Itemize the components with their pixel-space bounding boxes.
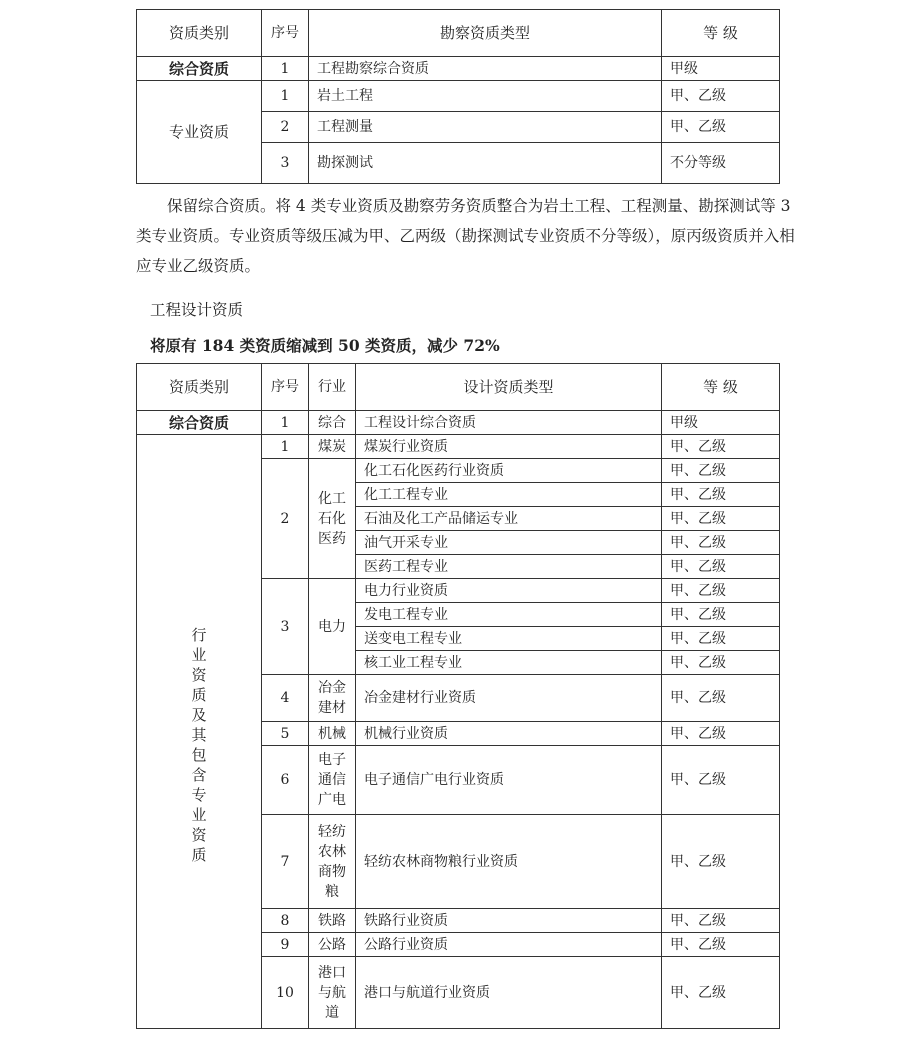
header-type: 设计资质类型 (356, 364, 662, 411)
grade-cell: 甲、乙级 (662, 459, 780, 483)
paragraph-text: 保留综合资质。将 4 类专业资质及勘察劳务资质整合为岩土工程、工程测量、勘探测试等 3 类专业资质。专业资质等级压减为甲、乙两级（勘探测试专业资质不分等级），原丙级资质并入相应专业乙级资质。 (136, 197, 795, 275)
type-cell: 冶金建材行业资质 (356, 675, 662, 722)
table-row (137, 411, 780, 435)
type-cell: 石油及化工产品储运专业 (356, 507, 662, 531)
seq-cell: 5 (262, 722, 309, 746)
grade-cell: 甲、乙级 (662, 112, 780, 143)
header-seq: 序号 (262, 10, 309, 57)
category-cell: 综合资质 (137, 57, 262, 81)
type-cell: 工程设计综合资质 (356, 411, 662, 435)
grade-cell: 甲、乙级 (662, 651, 780, 675)
grade-cell: 甲、乙级 (662, 933, 780, 957)
category-text: 行业资质及其包含专业资质 (191, 626, 207, 864)
seq-cell: 1 (262, 57, 309, 81)
table-row (137, 57, 780, 81)
category-cell (137, 435, 262, 1029)
type-cell: 油气开采专业 (356, 531, 662, 555)
header-seq: 序号 (262, 364, 309, 411)
grade-cell: 甲、乙级 (662, 815, 780, 909)
header-type: 勘察资质类型 (309, 10, 662, 57)
industry-cell: 煤炭 (309, 435, 356, 459)
grade-cell: 甲、乙级 (662, 579, 780, 603)
table-header-row (137, 10, 780, 57)
type-cell: 勘探测试 (309, 143, 662, 184)
type-cell: 核工业工程专业 (356, 651, 662, 675)
industry-cell: 铁路 (309, 909, 356, 933)
type-cell: 化工工程专业 (356, 483, 662, 507)
grade-cell: 甲、乙级 (662, 746, 780, 815)
type-cell: 公路行业资质 (356, 933, 662, 957)
reform-paragraph (136, 191, 796, 281)
section-title: 工程设计资质 (150, 301, 244, 319)
industry-cell: 化工石化医药 (309, 459, 356, 579)
industry-cell: 港口与航道 (309, 957, 356, 1029)
header-category: 资质类别 (137, 364, 262, 411)
seq-cell: 1 (262, 81, 309, 112)
industry-cell: 冶金建材 (309, 675, 356, 722)
seq-cell: 3 (262, 143, 309, 184)
seq-cell: 1 (262, 411, 309, 435)
grade-cell: 甲、乙级 (662, 435, 780, 459)
grade-cell: 不分等级 (662, 143, 780, 184)
seq-cell: 2 (262, 459, 309, 579)
type-cell: 工程勘察综合资质 (309, 57, 662, 81)
type-cell: 轻纺农林商物粮行业资质 (356, 815, 662, 909)
grade-cell: 甲、乙级 (662, 957, 780, 1029)
type-cell: 铁路行业资质 (356, 909, 662, 933)
grade-cell: 甲、乙级 (662, 81, 780, 112)
header-industry: 行业 (309, 364, 356, 411)
industry-cell: 综合 (309, 411, 356, 435)
table-row (137, 81, 780, 112)
grade-cell: 甲、乙级 (662, 909, 780, 933)
grade-cell: 甲级 (662, 57, 780, 81)
header-grade: 等 级 (662, 364, 780, 411)
seq-cell: 4 (262, 675, 309, 722)
category-cell: 专业资质 (137, 81, 262, 184)
type-cell: 岩土工程 (309, 81, 662, 112)
grade-cell: 甲、乙级 (662, 555, 780, 579)
category-cell: 综合资质 (137, 411, 262, 435)
type-cell: 机械行业资质 (356, 722, 662, 746)
industry-cell: 公路 (309, 933, 356, 957)
survey-qualification-table (136, 9, 780, 184)
industry-cell: 机械 (309, 722, 356, 746)
type-cell: 港口与航道行业资质 (356, 957, 662, 1029)
seq-cell: 2 (262, 112, 309, 143)
type-cell: 工程测量 (309, 112, 662, 143)
type-cell: 发电工程专业 (356, 603, 662, 627)
grade-cell: 甲级 (662, 411, 780, 435)
seq-cell: 3 (262, 579, 309, 675)
type-cell: 化工石化医药行业资质 (356, 459, 662, 483)
table-header-row (137, 364, 780, 411)
seq-cell: 1 (262, 435, 309, 459)
design-qualification-table (136, 363, 780, 1029)
grade-cell: 甲、乙级 (662, 627, 780, 651)
grade-cell: 甲、乙级 (662, 531, 780, 555)
seq-cell: 8 (262, 909, 309, 933)
header-grade: 等 级 (662, 10, 780, 57)
header-category: 资质类别 (137, 10, 262, 57)
grade-cell: 甲、乙级 (662, 722, 780, 746)
industry-cell: 电力 (309, 579, 356, 675)
type-cell: 电子通信广电行业资质 (356, 746, 662, 815)
type-cell: 医药工程专业 (356, 555, 662, 579)
grade-cell: 甲、乙级 (662, 483, 780, 507)
seq-cell: 7 (262, 815, 309, 909)
seq-cell: 6 (262, 746, 309, 815)
seq-cell: 10 (262, 957, 309, 1029)
grade-cell: 甲、乙级 (662, 603, 780, 627)
type-cell: 煤炭行业资质 (356, 435, 662, 459)
type-cell: 电力行业资质 (356, 579, 662, 603)
table-row (137, 435, 780, 459)
seq-cell: 9 (262, 933, 309, 957)
type-cell: 送变电工程专业 (356, 627, 662, 651)
grade-cell: 甲、乙级 (662, 675, 780, 722)
grade-cell: 甲、乙级 (662, 507, 780, 531)
summary-line: 将原有 184 类资质缩减到 50 类资质，减少 72% (150, 336, 500, 355)
industry-cell: 轻纺农林商物粮 (309, 815, 356, 909)
industry-cell: 电子通信广电 (309, 746, 356, 815)
